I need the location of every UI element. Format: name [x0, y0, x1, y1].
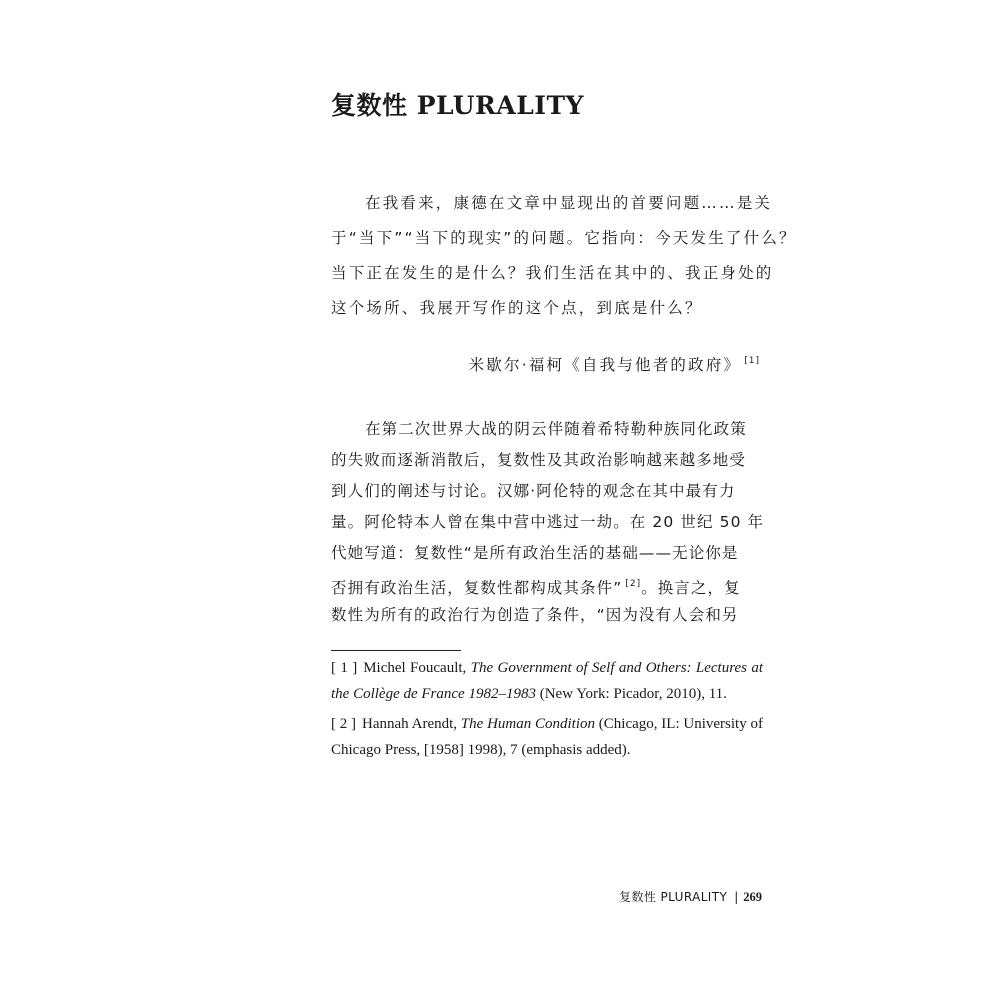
- body-line-text: 。换言之，复: [641, 579, 741, 597]
- epigraph-line: 于“当下”“当下的现实”的问题。它指向：今天发生了什么？: [331, 229, 797, 247]
- body-line: 的失败而逐渐消散后，复数性及其政治影响越来越多地受: [331, 451, 747, 469]
- epigraph-attribution: [469, 353, 760, 375]
- footnote-1: [331, 655, 763, 707]
- body-paragraph: [331, 414, 763, 631]
- footer-separator: |: [734, 890, 739, 904]
- footnote-divider: [331, 650, 461, 651]
- footnote-mark: [ 2 ]: [331, 716, 357, 732]
- footnote-ref-2[interactable]: [2]: [625, 579, 642, 589]
- body-line: [331, 569, 763, 600]
- body-line: 到人们的阐述与讨论。汉娜·阿伦特的观念在其中最有力: [331, 482, 736, 500]
- epigraph-line: 这个场所、我展开写作的这个点，到底是什么？: [331, 299, 703, 317]
- attribution-text: 米歇尔·福柯《自我与他者的政府》: [468, 356, 742, 374]
- body-line: 量。阿伦特本人曾在集中营中逃过一劫。在 20 世纪 50 年: [331, 513, 765, 531]
- footnote-publication: (Chicago, IL: University of Chicago Press, [1958] 1998), 7 (emphasis added).: [331, 716, 763, 758]
- footnote-2: [331, 711, 763, 763]
- footnote-ref-1[interactable]: [1]: [744, 356, 760, 366]
- body-line: 数性为所有的政治行为创造了条件，“因为没有人会和另: [331, 606, 739, 624]
- epigraph: [331, 186, 797, 326]
- footnote-author: Michel Foucault,: [363, 660, 471, 676]
- body-line: 在第二次世界大战的阴云伴随着希特勒种族同化政策: [365, 420, 747, 438]
- footnotes: [331, 655, 763, 767]
- footnote-book-title: The Human Condition: [460, 716, 596, 732]
- running-footer: [619, 888, 762, 905]
- epigraph-line: 在我看来，康德在文章中显现出的首要问题……是关: [365, 194, 773, 212]
- footnote-mark: [ 1 ]: [331, 660, 358, 676]
- page-title: 复数性 PLURALITY: [331, 91, 584, 120]
- page-number: 269: [743, 890, 762, 904]
- body-line: 代她写道：复数性“是所有政治生活的基础——无论你是: [331, 544, 739, 562]
- footnote-author: Hannah Arendt,: [362, 716, 461, 732]
- footnote-publication: (New York: Picador, 2010), 11.: [535, 686, 727, 702]
- body-line-text: 否拥有政治生活，复数性都构成其条件”: [331, 579, 623, 597]
- footnote-book-title: The Government of Self and Others: Lectures at the Collège de France 1982–1983: [331, 660, 763, 702]
- footer-chapter-label: 复数性 PLURALITY: [619, 890, 728, 904]
- epigraph-line: 当下正在发生的是什么？我们生活在其中的、我正身处的: [331, 264, 774, 282]
